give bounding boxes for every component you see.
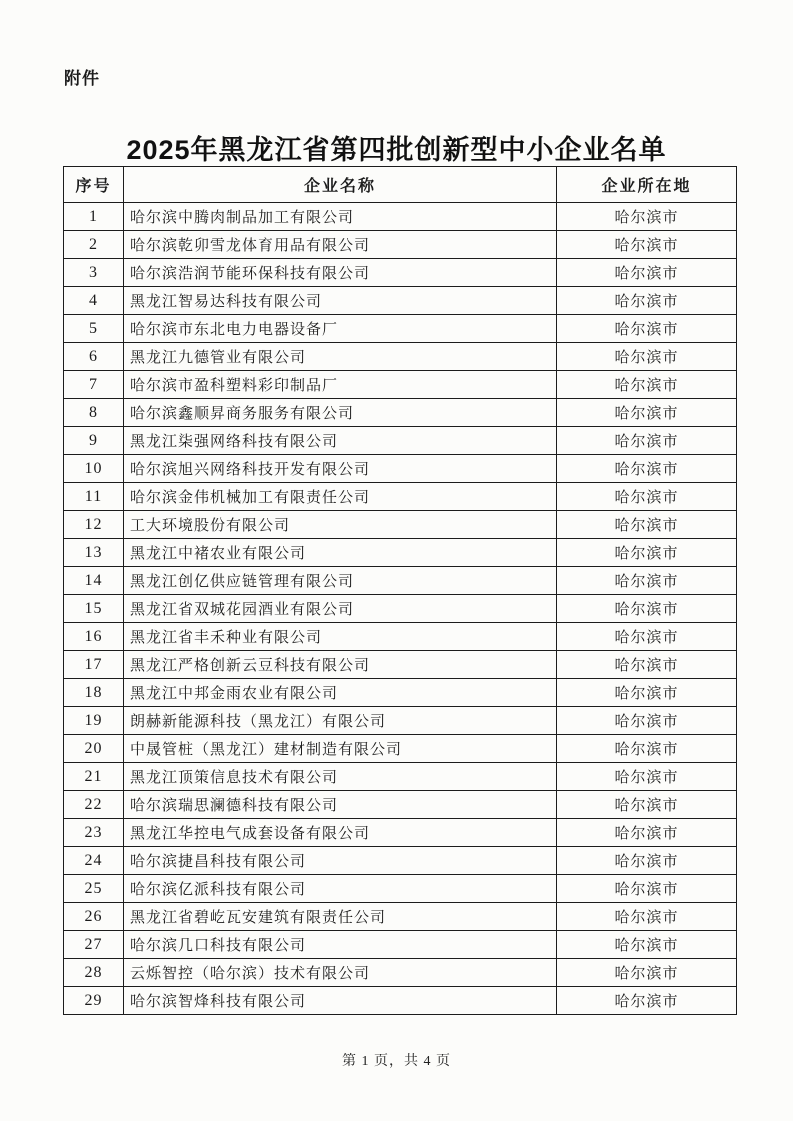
company-location-cell: 哈尔滨市 (557, 399, 737, 427)
row-index-cell: 25 (64, 875, 124, 903)
row-index-cell: 16 (64, 623, 124, 651)
table-row (64, 931, 737, 959)
table-row (64, 427, 737, 455)
row-index-cell: 24 (64, 847, 124, 875)
table-row (64, 959, 737, 987)
row-index-cell: 10 (64, 455, 124, 483)
company-location-cell: 哈尔滨市 (557, 259, 737, 287)
table-row (64, 651, 737, 679)
row-index-cell: 19 (64, 707, 124, 735)
table-row (64, 343, 737, 371)
row-index-cell: 4 (64, 287, 124, 315)
company-name-cell: 黑龙江顶策信息技术有限公司 (124, 763, 557, 791)
row-index-cell: 3 (64, 259, 124, 287)
row-index-cell: 18 (64, 679, 124, 707)
company-name-cell: 哈尔滨市东北电力电器设备厂 (124, 315, 557, 343)
table-row (64, 847, 737, 875)
company-name-cell: 工大环境股份有限公司 (124, 511, 557, 539)
row-index-cell: 13 (64, 539, 124, 567)
row-index-cell: 14 (64, 567, 124, 595)
table-row (64, 567, 737, 595)
row-index-cell: 12 (64, 511, 124, 539)
page-title: 2025年黑龙江省第四批创新型中小企业名单 (126, 135, 667, 166)
table-row (64, 287, 737, 315)
table-row (64, 903, 737, 931)
company-name-cell: 朗赫新能源科技（黑龙江）有限公司 (124, 707, 557, 735)
table-row (64, 595, 737, 623)
company-name-cell: 黑龙江创亿供应链管理有限公司 (124, 567, 557, 595)
table-row (64, 455, 737, 483)
row-index-cell: 26 (64, 903, 124, 931)
row-index-cell: 17 (64, 651, 124, 679)
table-row (64, 231, 737, 259)
company-name-cell: 中晟管桩（黑龙江）建材制造有限公司 (124, 735, 557, 763)
company-name-cell: 黑龙江中邦金雨农业有限公司 (124, 679, 557, 707)
table-row (64, 315, 737, 343)
table-row (64, 259, 737, 287)
row-index-cell: 28 (64, 959, 124, 987)
company-location-cell: 哈尔滨市 (557, 511, 737, 539)
row-index-cell: 6 (64, 343, 124, 371)
row-index-cell: 15 (64, 595, 124, 623)
company-name-cell: 黑龙江省碧屹瓦安建筑有限责任公司 (124, 903, 557, 931)
company-location-cell: 哈尔滨市 (557, 595, 737, 623)
row-index-cell: 5 (64, 315, 124, 343)
company-name-cell: 黑龙江省双城花园酒业有限公司 (124, 595, 557, 623)
table-row (64, 623, 737, 651)
company-location-cell: 哈尔滨市 (557, 623, 737, 651)
row-index-cell: 23 (64, 819, 124, 847)
table-row (64, 399, 737, 427)
company-location-cell: 哈尔滨市 (557, 707, 737, 735)
company-location-cell: 哈尔滨市 (557, 931, 737, 959)
company-location-cell: 哈尔滨市 (557, 763, 737, 791)
table-row (64, 987, 737, 1015)
company-location-cell: 哈尔滨市 (557, 231, 737, 259)
row-index-cell: 7 (64, 371, 124, 399)
table-row (64, 203, 737, 231)
company-location-cell: 哈尔滨市 (557, 791, 737, 819)
company-name-cell: 云烁智控（哈尔滨）技术有限公司 (124, 959, 557, 987)
table-row (64, 483, 737, 511)
page-number-footer: 第 1 页，共 4 页 (342, 1054, 451, 1069)
company-location-cell: 哈尔滨市 (557, 343, 737, 371)
company-name-cell: 哈尔滨亿派科技有限公司 (124, 875, 557, 903)
row-index-cell: 9 (64, 427, 124, 455)
company-location-cell: 哈尔滨市 (557, 903, 737, 931)
company-name-cell: 哈尔滨瑞思澜德科技有限公司 (124, 791, 557, 819)
row-index-cell: 1 (64, 203, 124, 231)
company-location-cell: 哈尔滨市 (557, 483, 737, 511)
table-row (64, 791, 737, 819)
company-location-cell: 哈尔滨市 (557, 203, 737, 231)
company-name-cell: 哈尔滨智烽科技有限公司 (124, 987, 557, 1015)
company-name-cell: 哈尔滨几口科技有限公司 (124, 931, 557, 959)
company-location-cell: 哈尔滨市 (557, 847, 737, 875)
company-location-cell: 哈尔滨市 (557, 735, 737, 763)
company-name-cell: 黑龙江中褚农业有限公司 (124, 539, 557, 567)
column-header-index: 序号 (64, 167, 124, 203)
company-name-cell: 哈尔滨浩润节能环保科技有限公司 (124, 259, 557, 287)
attachment-label: 附件 (64, 69, 100, 88)
table-body (64, 203, 737, 1015)
table-header (64, 167, 737, 203)
company-table (63, 166, 737, 1015)
company-name-cell: 哈尔滨捷昌科技有限公司 (124, 847, 557, 875)
row-index-cell: 22 (64, 791, 124, 819)
row-index-cell: 2 (64, 231, 124, 259)
table-row (64, 539, 737, 567)
row-index-cell: 11 (64, 483, 124, 511)
table-row (64, 763, 737, 791)
company-name-cell: 黑龙江华控电气成套设备有限公司 (124, 819, 557, 847)
company-name-cell: 黑龙江九德管业有限公司 (124, 343, 557, 371)
company-location-cell: 哈尔滨市 (557, 651, 737, 679)
company-name-cell: 哈尔滨乾卯雪龙体育用品有限公司 (124, 231, 557, 259)
company-name-cell: 黑龙江智易达科技有限公司 (124, 287, 557, 315)
company-location-cell: 哈尔滨市 (557, 875, 737, 903)
company-name-cell: 哈尔滨金伟机械加工有限责任公司 (124, 483, 557, 511)
table-row (64, 819, 737, 847)
company-name-cell: 哈尔滨旭兴网络科技开发有限公司 (124, 455, 557, 483)
company-name-cell: 哈尔滨中腾肉制品加工有限公司 (124, 203, 557, 231)
company-location-cell: 哈尔滨市 (557, 455, 737, 483)
company-name-cell: 黑龙江柒强网络科技有限公司 (124, 427, 557, 455)
table-row (64, 511, 737, 539)
company-location-cell: 哈尔滨市 (557, 567, 737, 595)
company-name-cell: 黑龙江严格创新云豆科技有限公司 (124, 651, 557, 679)
row-index-cell: 8 (64, 399, 124, 427)
column-header-company-name: 企业名称 (124, 167, 557, 203)
table-row (64, 735, 737, 763)
company-location-cell: 哈尔滨市 (557, 959, 737, 987)
row-index-cell: 29 (64, 987, 124, 1015)
row-index-cell: 21 (64, 763, 124, 791)
company-name-cell: 哈尔滨市盈科塑料彩印制品厂 (124, 371, 557, 399)
company-location-cell: 哈尔滨市 (557, 679, 737, 707)
company-location-cell: 哈尔滨市 (557, 987, 737, 1015)
table-row (64, 371, 737, 399)
table-row (64, 707, 737, 735)
company-location-cell: 哈尔滨市 (557, 819, 737, 847)
table-row (64, 875, 737, 903)
row-index-cell: 20 (64, 735, 124, 763)
row-index-cell: 27 (64, 931, 124, 959)
company-location-cell: 哈尔滨市 (557, 539, 737, 567)
company-name-cell: 黑龙江省丰禾种业有限公司 (124, 623, 557, 651)
company-location-cell: 哈尔滨市 (557, 287, 737, 315)
company-name-cell: 哈尔滨鑫顺昇商务服务有限公司 (124, 399, 557, 427)
company-location-cell: 哈尔滨市 (557, 371, 737, 399)
company-location-cell: 哈尔滨市 (557, 315, 737, 343)
company-location-cell: 哈尔滨市 (557, 427, 737, 455)
table-row (64, 679, 737, 707)
column-header-location: 企业所在地 (557, 167, 737, 203)
